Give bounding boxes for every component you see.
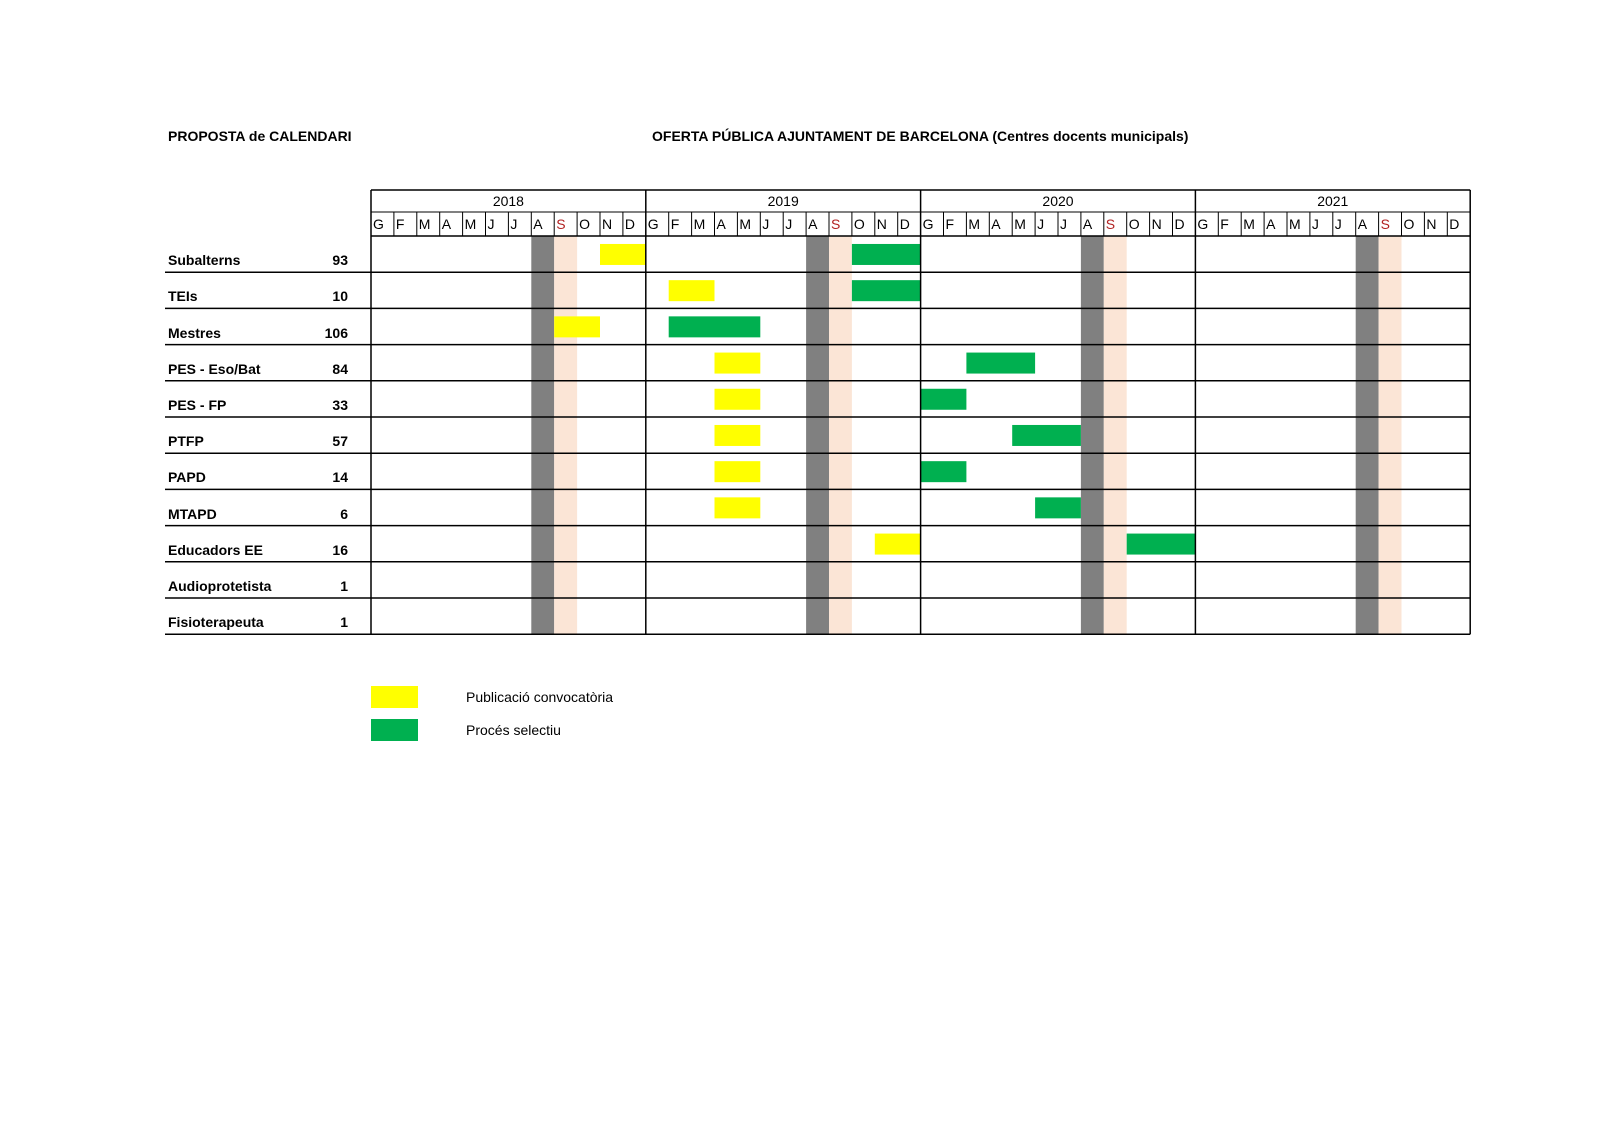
- legend-label-publicacio: Publicació convocatòria: [466, 689, 614, 705]
- month-label: G: [1197, 216, 1209, 232]
- month-label: M: [1289, 216, 1301, 232]
- month-label: J: [487, 216, 495, 232]
- month-label: S: [1105, 216, 1116, 232]
- row-count: 1: [340, 578, 348, 594]
- row-label: PES - FP: [168, 397, 227, 413]
- row-label: PES - Eso/Bat: [168, 360, 261, 377]
- gantt-bar-proces: [966, 353, 1035, 374]
- year-label-2018: 2018: [492, 193, 524, 209]
- row-count: 93: [332, 252, 348, 269]
- gantt-bar-publicacio: [715, 497, 761, 518]
- row-label: Mestres: [168, 324, 221, 341]
- gantt-bar-proces: [1035, 497, 1081, 518]
- month-label: F: [670, 216, 680, 232]
- month-label: N: [876, 216, 887, 232]
- month-label: N: [1151, 216, 1162, 232]
- month-label: M: [1243, 216, 1255, 232]
- month-label: S: [831, 216, 841, 232]
- month-label: D: [1174, 216, 1185, 232]
- september-shade-2018: [554, 236, 577, 634]
- month-label: J: [785, 216, 793, 232]
- month-label: A: [1357, 216, 1368, 232]
- month-label: G: [373, 216, 384, 232]
- year-label-2019: 2019: [767, 193, 799, 209]
- month-label: J: [1037, 216, 1045, 232]
- month-label: M: [418, 216, 431, 232]
- row-count: 33: [332, 397, 348, 413]
- month-label: O: [853, 216, 865, 232]
- year-label-2020: 2020: [1042, 193, 1074, 209]
- gantt-bar-publicacio: [715, 389, 761, 410]
- year-label-2021: 2021: [1317, 193, 1349, 209]
- gantt-bar-publicacio: [715, 425, 761, 446]
- row-label: MTAPD: [168, 505, 217, 522]
- september-shade-2021: [1379, 236, 1402, 634]
- legend-label-proces: Procés selectiu: [466, 722, 561, 738]
- month-label: A: [533, 216, 543, 232]
- month-label: G: [922, 216, 934, 232]
- gantt-bar-proces: [921, 389, 967, 410]
- gantt-bar-publicacio: [875, 534, 921, 555]
- month-label: O: [1403, 216, 1415, 232]
- month-label: M: [693, 216, 706, 232]
- month-label: S: [1380, 216, 1390, 232]
- august-shade-2019: [806, 236, 829, 634]
- legend-swatch-proces: [371, 719, 418, 741]
- row-count: 16: [332, 541, 348, 558]
- month-label: N: [602, 216, 613, 232]
- month-label: J: [1334, 216, 1342, 232]
- month-label: D: [624, 216, 636, 232]
- gantt-bar-publicacio: [600, 244, 646, 265]
- legend-swatch-publicacio: [371, 686, 418, 708]
- gantt-bar-proces: [1012, 425, 1081, 446]
- august-shade-2018: [531, 236, 554, 634]
- row-label: Audioprotetista: [168, 578, 272, 594]
- row-label: Educadors EE: [168, 541, 263, 558]
- month-label: J: [1060, 216, 1067, 232]
- month-label: F: [945, 216, 955, 232]
- month-label: J: [1311, 216, 1319, 232]
- month-label: S: [556, 216, 566, 232]
- gantt-bar-publicacio: [715, 461, 761, 482]
- month-label: J: [762, 216, 770, 232]
- month-label: G: [647, 216, 659, 232]
- month-label: O: [579, 216, 590, 232]
- month-label: N: [1426, 216, 1437, 232]
- month-label: F: [1220, 216, 1229, 232]
- row-count: 57: [332, 433, 348, 450]
- september-shade-2020: [1104, 236, 1127, 634]
- month-label: M: [968, 216, 981, 232]
- page-title: OFERTA PÚBLICA AJUNTAMENT DE BARCELONA (Centres docents municipals): [652, 128, 1189, 144]
- row-label: TEIs: [168, 288, 198, 305]
- row-count: 10: [332, 288, 348, 305]
- row-count: 1: [340, 614, 348, 631]
- month-label: A: [808, 216, 818, 232]
- month-label: M: [1014, 216, 1026, 232]
- month-label: A: [1266, 216, 1276, 232]
- month-label: D: [1449, 216, 1460, 232]
- september-shade-2019: [829, 236, 852, 634]
- month-label: J: [510, 216, 518, 232]
- row-count: 106: [324, 324, 348, 341]
- row-label: Subalterns: [168, 252, 241, 269]
- month-label: M: [739, 216, 752, 232]
- month-label: A: [716, 216, 726, 232]
- row-label: PAPD: [168, 469, 206, 486]
- gantt-bar-publicacio: [715, 353, 761, 374]
- row-count: 6: [340, 505, 348, 522]
- month-label: O: [1128, 216, 1140, 232]
- gantt-bar-proces: [852, 244, 921, 265]
- page-subtitle: PROPOSTA de CALENDARI: [168, 128, 352, 144]
- month-label: A: [991, 216, 1001, 232]
- gantt-bar-publicacio: [669, 280, 715, 301]
- august-shade-2021: [1356, 236, 1379, 634]
- row-label: Fisioterapeuta: [168, 614, 264, 631]
- row-count: 84: [332, 360, 348, 377]
- row-label: PTFP: [168, 433, 204, 450]
- gantt-bar-proces: [852, 280, 921, 301]
- gantt-bar-proces: [1127, 534, 1196, 555]
- month-label: M: [464, 216, 477, 232]
- august-shade-2020: [1081, 236, 1104, 634]
- month-label: D: [899, 216, 910, 232]
- gantt-bar-proces: [921, 461, 967, 482]
- gantt-bar-proces: [669, 316, 761, 337]
- month-label: A: [1082, 216, 1093, 232]
- month-label: A: [441, 216, 452, 232]
- month-label: F: [395, 216, 405, 232]
- row-count: 14: [332, 469, 348, 486]
- gantt-bar-publicacio: [554, 316, 600, 337]
